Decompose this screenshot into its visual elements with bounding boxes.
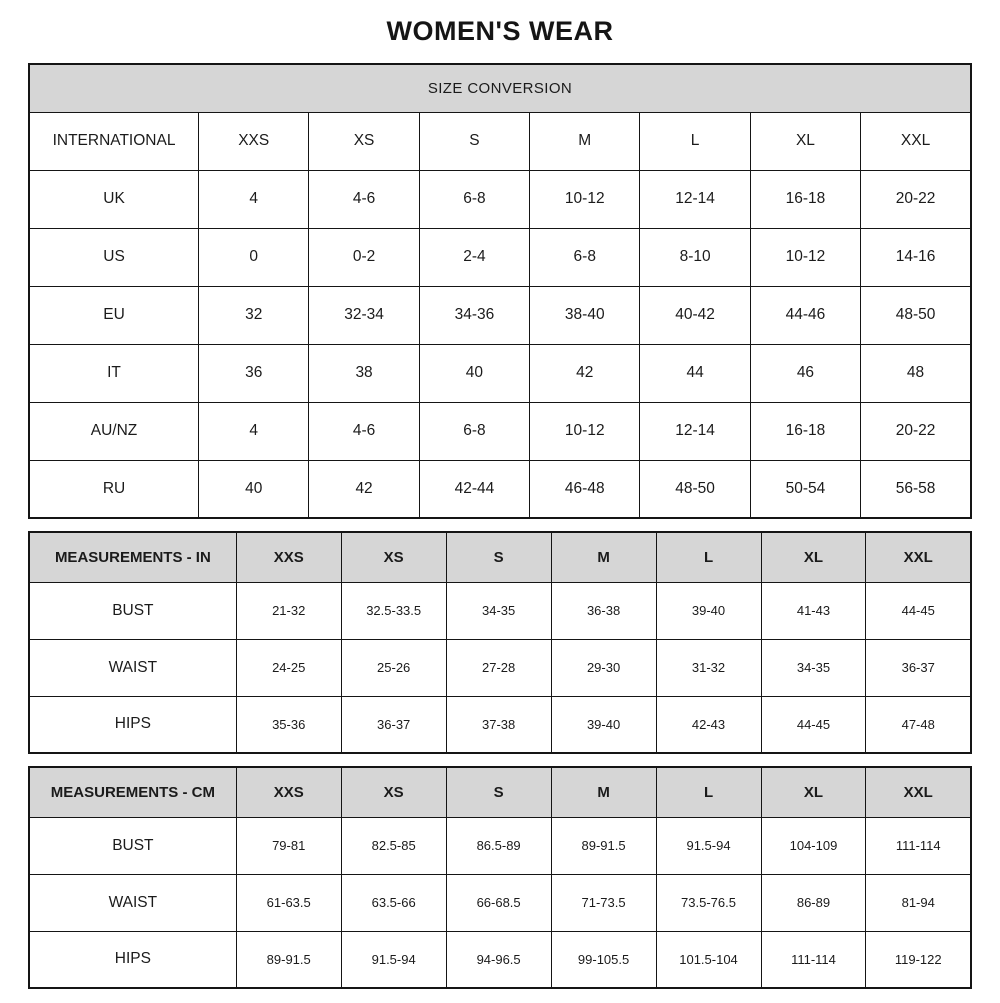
value-cell: 29-30 bbox=[551, 639, 656, 696]
value-cell: 6-8 bbox=[530, 228, 640, 286]
value-cell: 42-44 bbox=[419, 460, 529, 518]
value-cell: 36-37 bbox=[866, 639, 971, 696]
size-column-header: L bbox=[656, 532, 761, 582]
row-label: US bbox=[29, 228, 199, 286]
value-cell: 89-91.5 bbox=[551, 817, 656, 874]
size-column-header: XS bbox=[341, 767, 446, 817]
table-row bbox=[29, 874, 971, 931]
table-title-cell: MEASUREMENTS - IN bbox=[29, 532, 236, 582]
size-column-header: M bbox=[530, 112, 640, 170]
value-cell: 27-28 bbox=[446, 639, 551, 696]
value-cell: 21-32 bbox=[236, 582, 341, 639]
size-column-header: M bbox=[551, 767, 656, 817]
size-column-header: XS bbox=[341, 532, 446, 582]
value-cell: 91.5-94 bbox=[656, 817, 761, 874]
table-row bbox=[29, 460, 971, 518]
size-column-header: XXL bbox=[861, 112, 971, 170]
value-cell: 4 bbox=[199, 170, 309, 228]
value-cell: 104-109 bbox=[761, 817, 866, 874]
value-cell: 61-63.5 bbox=[236, 874, 341, 931]
row-label: BUST bbox=[29, 817, 236, 874]
value-cell: 31-32 bbox=[656, 639, 761, 696]
value-cell: 36-38 bbox=[551, 582, 656, 639]
size-column-header: XXS bbox=[199, 112, 309, 170]
value-cell: 4-6 bbox=[309, 170, 419, 228]
value-cell: 32.5-33.5 bbox=[341, 582, 446, 639]
size-column-header: XL bbox=[761, 532, 866, 582]
value-cell: 10-12 bbox=[750, 228, 860, 286]
value-cell: 42 bbox=[530, 344, 640, 402]
value-cell: 0 bbox=[199, 228, 309, 286]
value-cell: 24-25 bbox=[236, 639, 341, 696]
measurements-in-header-row bbox=[29, 532, 971, 582]
value-cell: 4 bbox=[199, 402, 309, 460]
value-cell: 111-114 bbox=[866, 817, 971, 874]
value-cell: 12-14 bbox=[640, 402, 750, 460]
size-column-header: S bbox=[446, 767, 551, 817]
value-cell: 46 bbox=[750, 344, 860, 402]
table-row bbox=[29, 170, 971, 228]
value-cell: 44-45 bbox=[866, 582, 971, 639]
value-cell: 12-14 bbox=[640, 170, 750, 228]
row-label: WAIST bbox=[29, 874, 236, 931]
value-cell: 48-50 bbox=[861, 286, 971, 344]
size-column-header: XXL bbox=[866, 532, 971, 582]
table-row bbox=[29, 344, 971, 402]
value-cell: 34-35 bbox=[446, 582, 551, 639]
value-cell: 91.5-94 bbox=[341, 931, 446, 988]
value-cell: 48 bbox=[861, 344, 971, 402]
table-row bbox=[29, 402, 971, 460]
size-conversion-table bbox=[28, 63, 972, 519]
size-column-header-row bbox=[29, 112, 971, 170]
value-cell: 4-6 bbox=[309, 402, 419, 460]
value-cell: 40-42 bbox=[640, 286, 750, 344]
table-title-cell: INTERNATIONAL bbox=[29, 112, 199, 170]
row-label: UK bbox=[29, 170, 199, 228]
table-row bbox=[29, 286, 971, 344]
row-label: RU bbox=[29, 460, 199, 518]
value-cell: 39-40 bbox=[551, 696, 656, 753]
banner-row bbox=[29, 64, 971, 112]
value-cell: 36 bbox=[199, 344, 309, 402]
value-cell: 46-48 bbox=[530, 460, 640, 518]
table-row bbox=[29, 582, 971, 639]
size-column-header: S bbox=[419, 112, 529, 170]
value-cell: 2-4 bbox=[419, 228, 529, 286]
size-column-header: XL bbox=[761, 767, 866, 817]
value-cell: 44-46 bbox=[750, 286, 860, 344]
value-cell: 37-38 bbox=[446, 696, 551, 753]
value-cell: 94-96.5 bbox=[446, 931, 551, 988]
value-cell: 20-22 bbox=[861, 402, 971, 460]
value-cell: 36-37 bbox=[341, 696, 446, 753]
size-column-header: XL bbox=[750, 112, 860, 170]
value-cell: 25-26 bbox=[341, 639, 446, 696]
size-conversion-banner: SIZE CONVERSION bbox=[29, 64, 971, 112]
row-label: WAIST bbox=[29, 639, 236, 696]
value-cell: 44 bbox=[640, 344, 750, 402]
size-column-header: XXS bbox=[236, 532, 341, 582]
size-column-header: XXL bbox=[866, 767, 971, 817]
row-label: HIPS bbox=[29, 931, 236, 988]
page-title: WOMEN'S WEAR bbox=[386, 16, 614, 46]
value-cell: 16-18 bbox=[750, 170, 860, 228]
table-row bbox=[29, 228, 971, 286]
measurements-in-table bbox=[28, 531, 972, 754]
value-cell: 79-81 bbox=[236, 817, 341, 874]
row-label: AU/NZ bbox=[29, 402, 199, 460]
value-cell: 6-8 bbox=[419, 402, 529, 460]
measurements-cm-table bbox=[28, 766, 972, 989]
value-cell: 14-16 bbox=[861, 228, 971, 286]
value-cell: 86-89 bbox=[761, 874, 866, 931]
value-cell: 32-34 bbox=[309, 286, 419, 344]
value-cell: 20-22 bbox=[861, 170, 971, 228]
value-cell: 56-58 bbox=[861, 460, 971, 518]
table-row bbox=[29, 931, 971, 988]
value-cell: 101.5-104 bbox=[656, 931, 761, 988]
value-cell: 71-73.5 bbox=[551, 874, 656, 931]
table-row bbox=[29, 817, 971, 874]
value-cell: 40 bbox=[199, 460, 309, 518]
size-column-header: XS bbox=[309, 112, 419, 170]
measurements-cm-header-row bbox=[29, 767, 971, 817]
value-cell: 34-35 bbox=[761, 639, 866, 696]
row-label: HIPS bbox=[29, 696, 236, 753]
value-cell: 48-50 bbox=[640, 460, 750, 518]
size-column-header: S bbox=[446, 532, 551, 582]
value-cell: 42-43 bbox=[656, 696, 761, 753]
value-cell: 10-12 bbox=[530, 170, 640, 228]
value-cell: 41-43 bbox=[761, 582, 866, 639]
value-cell: 73.5-76.5 bbox=[656, 874, 761, 931]
value-cell: 8-10 bbox=[640, 228, 750, 286]
size-column-header: M bbox=[551, 532, 656, 582]
value-cell: 0-2 bbox=[309, 228, 419, 286]
row-label: IT bbox=[29, 344, 199, 402]
value-cell: 34-36 bbox=[419, 286, 529, 344]
value-cell: 86.5-89 bbox=[446, 817, 551, 874]
size-column-header: L bbox=[640, 112, 750, 170]
value-cell: 99-105.5 bbox=[551, 931, 656, 988]
value-cell: 47-48 bbox=[866, 696, 971, 753]
value-cell: 119-122 bbox=[866, 931, 971, 988]
value-cell: 10-12 bbox=[530, 402, 640, 460]
value-cell: 38 bbox=[309, 344, 419, 402]
value-cell: 81-94 bbox=[866, 874, 971, 931]
value-cell: 16-18 bbox=[750, 402, 860, 460]
value-cell: 39-40 bbox=[656, 582, 761, 639]
table-row bbox=[29, 696, 971, 753]
value-cell: 42 bbox=[309, 460, 419, 518]
value-cell: 50-54 bbox=[750, 460, 860, 518]
value-cell: 32 bbox=[199, 286, 309, 344]
value-cell: 38-40 bbox=[530, 286, 640, 344]
table-title-cell: MEASUREMENTS - CM bbox=[29, 767, 236, 817]
size-column-header: L bbox=[656, 767, 761, 817]
value-cell: 40 bbox=[419, 344, 529, 402]
value-cell: 35-36 bbox=[236, 696, 341, 753]
table-row bbox=[29, 639, 971, 696]
value-cell: 89-91.5 bbox=[236, 931, 341, 988]
value-cell: 82.5-85 bbox=[341, 817, 446, 874]
row-label: EU bbox=[29, 286, 199, 344]
size-column-header: XXS bbox=[236, 767, 341, 817]
value-cell: 63.5-66 bbox=[341, 874, 446, 931]
value-cell: 6-8 bbox=[419, 170, 529, 228]
value-cell: 111-114 bbox=[761, 931, 866, 988]
value-cell: 44-45 bbox=[761, 696, 866, 753]
value-cell: 66-68.5 bbox=[446, 874, 551, 931]
row-label: BUST bbox=[29, 582, 236, 639]
